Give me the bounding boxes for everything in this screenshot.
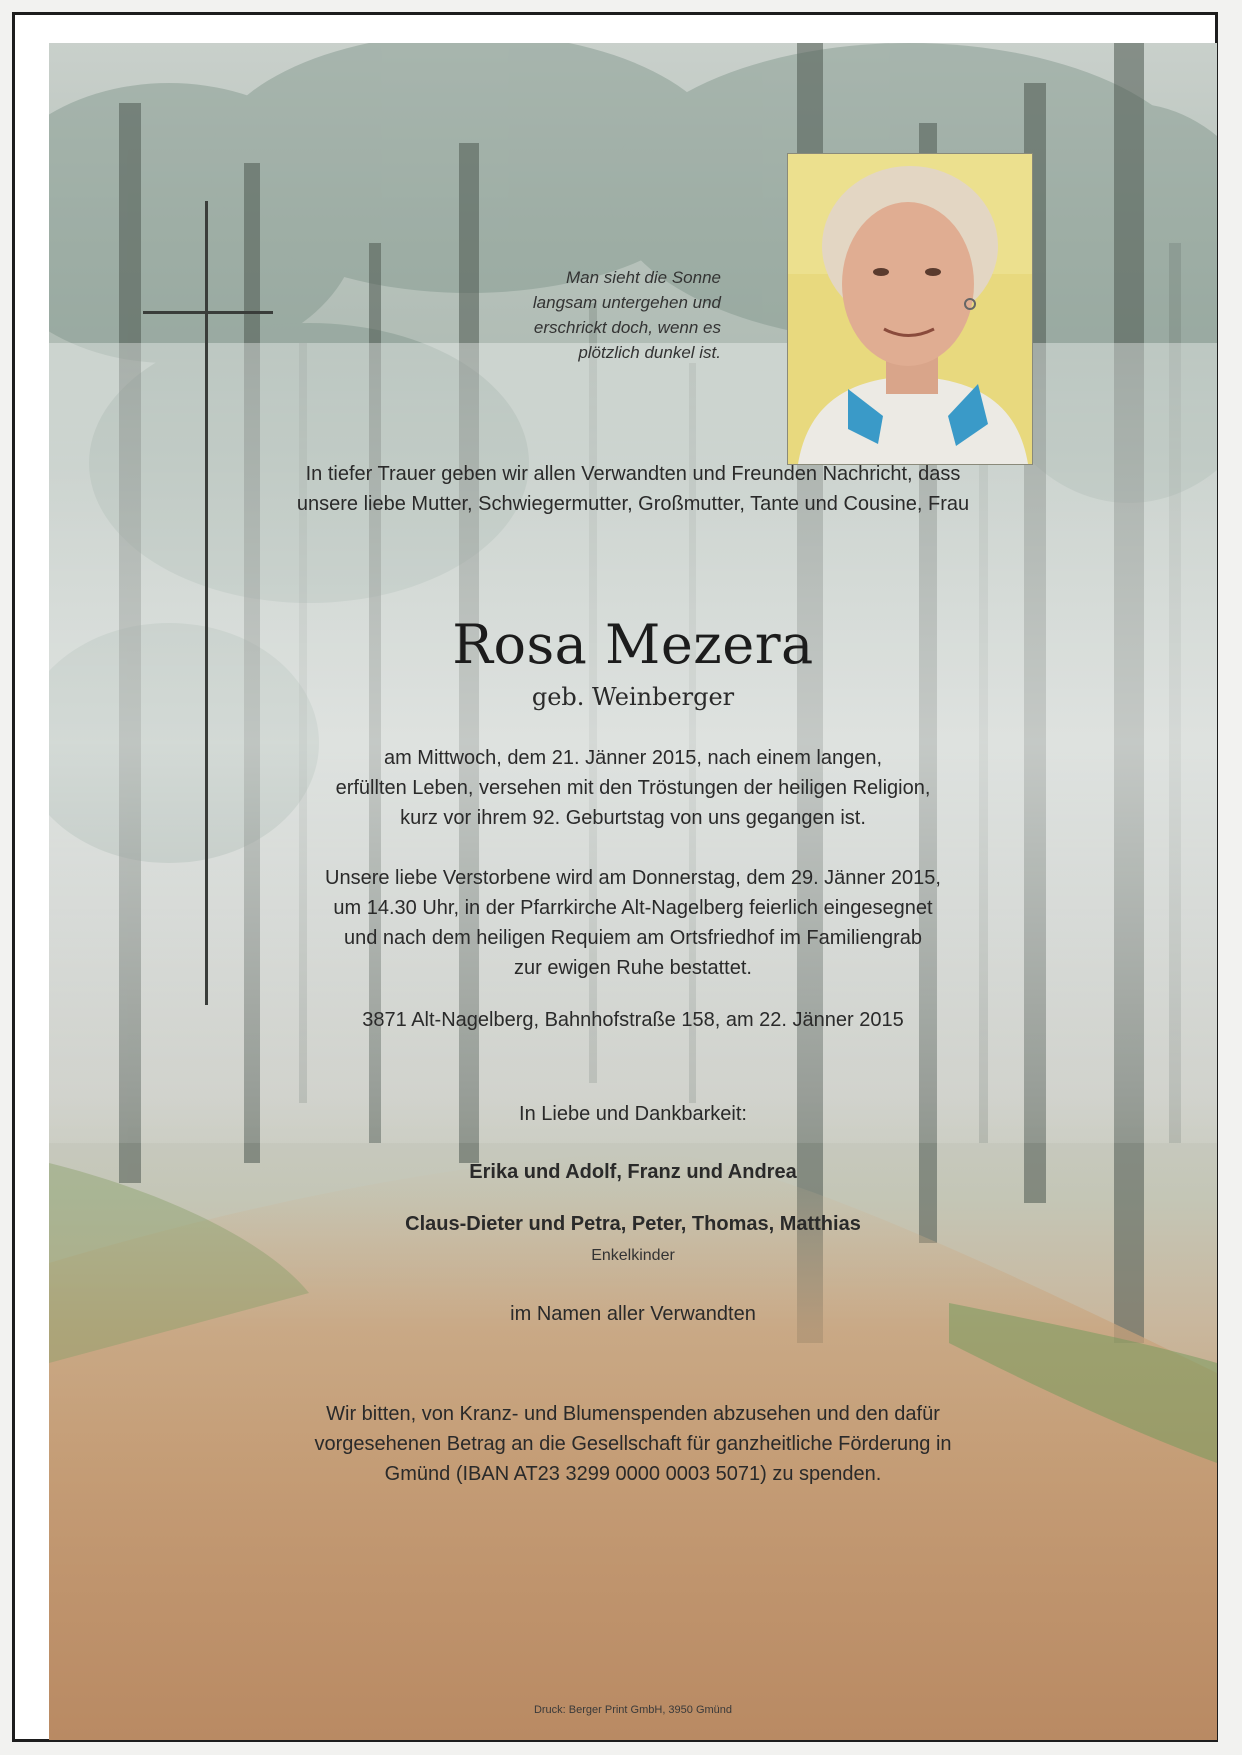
death-notice-text <box>49 743 1217 833</box>
death-notice-line: am Mittwoch, dem 21. Jänner 2015, nach einem langen, <box>383 747 883 769</box>
announcement-line: In tiefer Trauer geben wir allen Verwandten und Freunden Nachricht, dass <box>305 463 961 485</box>
obituary-card <box>49 43 1217 1740</box>
parte-sheet <box>12 12 1218 1742</box>
quote-line: erschrickt doch, wenn es <box>533 318 721 337</box>
death-notice-line: kurz vor ihrem 92. Geburtstag von uns gegangen ist. <box>400 807 866 829</box>
mourners-relatives: im Namen aller Verwandten <box>510 1303 756 1325</box>
donation-text <box>49 1399 1217 1489</box>
mourners-intro: In Liebe und Dankbarkeit: <box>519 1103 747 1125</box>
mourners-grandchildren: Claus-Dieter und Petra, Peter, Thomas, Matthias <box>405 1213 861 1235</box>
printer-credit: Druck: Berger Print GmbH, 3950 Gmünd <box>533 1704 733 1716</box>
memorial-quote <box>429 265 721 365</box>
announcement-text <box>49 459 1217 519</box>
funeral-line: zur ewigen Ruhe bestattet. <box>514 957 752 979</box>
maiden-name: geb. Weinberger <box>531 683 735 711</box>
quote-line: Man sieht die Sonne <box>566 268 721 287</box>
funeral-line: Unsere liebe Verstorbene wird am Donnerstag, dem 29. Jänner 2015, <box>325 867 941 889</box>
funeral-text <box>49 863 1217 983</box>
quote-line: plötzlich dunkel ist. <box>578 343 721 362</box>
portrait-image <box>788 154 1032 464</box>
announcement-line: unsere liebe Mutter, Schwiegermutter, Großmutter, Tante und Cousine, Frau <box>296 493 970 515</box>
quote-line: langsam untergehen und <box>532 293 721 312</box>
deceased-name: Rosa Mezera <box>452 613 814 676</box>
address-date: 3871 Alt-Nagelberg, Bahnhofstraße 158, am 22. Jänner 2015 <box>362 1009 904 1031</box>
death-notice-line: erfüllten Leben, versehen mit den Tröstungen der heiligen Religion, <box>335 777 931 799</box>
cross-icon-bar <box>143 311 273 314</box>
donation-line: vorgesehenen Betrag an die Gesellschaft für ganzheitliche Förderung in <box>314 1433 952 1455</box>
donation-line: Wir bitten, von Kranz- und Blumenspenden abzusehen und den dafür <box>326 1403 940 1425</box>
grandchildren-label: Enkelkinder <box>591 1247 675 1264</box>
funeral-line: um 14.30 Uhr, in der Pfarrkirche Alt-Nagelberg feierlich eingesegnet <box>333 897 933 919</box>
donation-line: Gmünd (IBAN AT23 3299 0000 0003 5071) zu spenden. <box>384 1463 882 1485</box>
mourners-children: Erika und Adolf, Franz und Andrea <box>469 1161 797 1183</box>
portrait-photo <box>787 153 1033 465</box>
funeral-line: und nach dem heiligen Requiem am Ortsfriedhof im Familiengrab <box>343 927 923 949</box>
